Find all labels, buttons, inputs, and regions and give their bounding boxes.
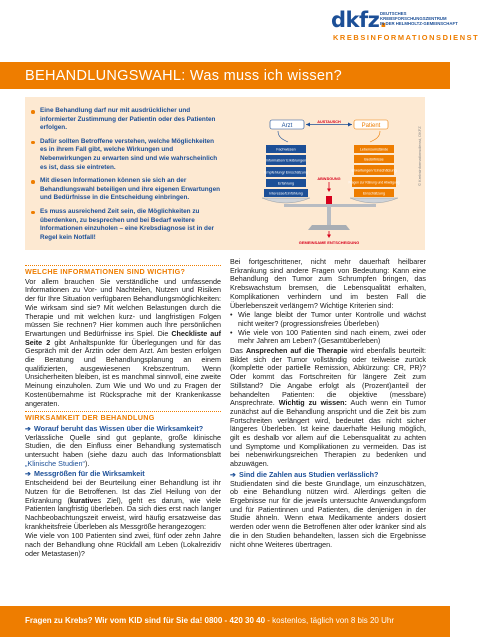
footer-text: [25, 616, 394, 625]
scale-beam: [284, 204, 376, 207]
patient-item: Erwartungen/ Einschätzung: [351, 168, 397, 173]
exchange-arrowhead-left: [306, 123, 310, 127]
title-bar: [0, 62, 450, 89]
logo-subtitle: KREBSINFORMATIONSDIENST: [333, 33, 479, 42]
doctor-label: Arzt: [281, 123, 293, 129]
balance-arrowhead: [327, 189, 331, 193]
footer-bar: [0, 606, 450, 637]
right-column: [230, 258, 426, 550]
section-heading-information: WELCHE INFORMATIONEN SIND WICHTIG?: [25, 265, 221, 277]
doctor-item: Fachwissen: [276, 147, 296, 152]
scale-pivot: [326, 196, 332, 204]
intro-bullet: Dafür sollten Betroffene verstehen, welche Möglichkeiten es in ihrem Fall gibt, welche Wirkungen und Nebenwirkungen zu erwarten sind und wie wahrscheinlich es ist, dass sie eintreten.: [31, 138, 221, 172]
paragraph-measures-question: Wie viele von 100 Patienten sind zwei, fünf oder zehn Jahre nach der Behandlung ohne Rückfall am Leben (Lokalrezidiv oder Metastasen)?: [25, 531, 221, 558]
footer-phone[interactable]: 0800 - 420 30 40: [204, 616, 266, 625]
intro-bullet-list: [31, 107, 221, 247]
logo-line-3: IN DER HELMHOLTZ-GEMEINSCHAFT: [380, 21, 458, 26]
subheading-reliability: ➔ Sind die Zahlen aus Studien verlässlich?: [230, 469, 379, 479]
decision-label: GEMEINSAME ENTSCHEIDUNG: [298, 240, 360, 245]
scale-column: [327, 207, 331, 225]
intro-bullet: Mit diesen Informationen können sie sich an der Behandlungswahl beteiligen und ihre eigenen Erwartungen und Bedürfnisse in die Entscheidung einbringen.: [31, 177, 221, 203]
footer-hours: - kostenlos, täglich von 8 bis 20 Uhr: [267, 616, 394, 625]
left-scale-pan: [262, 198, 310, 203]
scale-base: [308, 225, 350, 230]
patient-items: [349, 145, 400, 197]
exchange-arrowhead-right: [348, 123, 352, 127]
patient-item: Fragen zur Klärung und Abwägung: [348, 180, 400, 185]
doctor-items: [264, 145, 308, 197]
patient-label: Patient: [361, 123, 381, 129]
paragraph-knowledge: Verlässliche Quelle sind gut geplante, große klinische Studien, die den Einfluss einer Behandlung systematisch untersucht haben (siehe dazu auch das Informationsblatt „Klinische Studien“).: [25, 432, 221, 468]
patient-item: Lebensumstände: [359, 147, 389, 152]
patient-item: Bedürfnisse: [364, 157, 384, 162]
paragraph-reliability: Studiendaten sind die beste Grundlage, um einzuschätzen, ob eine Behandlung nützen wird. Allerdings gelten die Ergebnisse nur für die jeweils untersuchte Anwendungsform und für Patientinnen und Patienten, die denjenigen in der Studie ähneln. Wenn etwa Medikamente anders dosiert werden oder wenn die Betroffenen älter oder kränker sind als die in den Studien behandelten, lassen sich die Ergebnisse nicht ohne Weiteres übertragen.: [230, 478, 426, 549]
left-column: [25, 262, 221, 560]
dkfz-logo[interactable]: [331, 6, 479, 46]
logo-line-1: DEUTSCHES: [380, 11, 407, 16]
section-heading-effectiveness: WIRKSAMKEIT DER BEHANDLUNG: [25, 411, 221, 423]
subheading-measures: ➔ Messgrößen für die Wirksamkeit: [25, 469, 145, 479]
paragraph-information: Vor allem brauchen Sie verständliche und umfassende Informationen zu Vor- und Nachteilen, Nutzen und Risiken der für Ihre Situation verfügbaren Behandlungsmöglichkeiten: Wie wirksam sind sie? Mit welchen Belastungen durch die Therapie und mit welchen kurz- und langfristigen Folgen müssen Sie rechnen? Hier kommen auch Ihre persönlichen Erwartungen und Bedürfnisse ins Spiel. Die Checkliste auf Seite 2 gibt Anhaltspunkte für Überlegungen und für das Gespräch mit der Ärztin oder dem Arzt. Am besten erfolgen die Beratung und Behandlungsplanung an einem qualifizierten, ausgewiesenen Krebszentrum. Wenn Unsicherheiten bleiben, ist es manchmal sinnvoll, eine zweite Meinung einzuholen. Zum Wie und Wo und zu Fragen der Kostenübernahme ist Rücksprache mit der Krankenkasse angeraten.: [25, 276, 222, 408]
doctor-item: Information/ Erklärungen: [265, 158, 307, 163]
criteria-item: • Wie lange bleibt der Tumor unter Kontrolle und wächst nicht weiter? (progressionsfreies Überleben): [230, 311, 426, 328]
criteria-list: [230, 311, 426, 346]
intro-bullet: Eine Behandlung darf nur mit ausdrücklicher und informierter Zustimmung der Patientin oder des Patienten erfolgen.: [31, 107, 221, 133]
paragraph-advanced: Bei fortgeschrittener, nicht mehr dauerhaft heilbarer Erkrankung sind andere Fragen von Bedeutung: Kann eine Behandlung den Tumor zum Schrumpfen bringen, das Krebswachstum bremsen, die Lebensqualität erhalten, Komplikationen verhindern und im besten Fall die Überlebenszeit verlängern? Wichtige Kriterien sind:: [230, 257, 426, 310]
patient-item: Einschätzung: [362, 191, 386, 196]
footer-question: Fragen zu Krebs? Wir vom KID sind für Sie da!: [25, 616, 203, 625]
doctor-item: Erfahrung: [277, 181, 295, 186]
decision-scale-illustration: [258, 118, 418, 246]
link-clinical-studies[interactable]: „Klinische Studien“: [25, 458, 85, 468]
image-credit: © Krebsinformationsdienst, DKFZ: [417, 126, 422, 186]
logo-wordmark: dkfz.: [331, 8, 387, 32]
decision-arrowhead: [327, 235, 331, 239]
exchange-label: AUSTAUSCH: [317, 120, 341, 124]
balance-label: ABWÄGUNG: [317, 177, 341, 181]
intro-bullet: Es muss ausreichend Zeit sein, die Möglichkeiten zu überdenken, zu besprechen und bei Bedarf weitere Informationen einzuholen – eine Krebsdiagnose ist in der Regel kein Notfall!: [31, 208, 221, 242]
right-scale-pan: [350, 198, 398, 203]
doctor-item: Empfehlung/ Einschätzung: [264, 170, 308, 175]
doctor-item: Interesse/Einfühlung: [269, 191, 303, 196]
paragraph-measures: Entscheidend bei der Beurteilung einer Behandlung ist ihr Nutzen für die Betroffenen. Ist das Ziel Heilung von der Erkrankung (kuratives Ziel), geht es darum, wie viele Patienten langfristig überleben. Da sich dies erst nach langer Nachbeobachtungszeit erweist, wird häufig ersatzweise das krankheitsfreie Überleben als Messgröße herangezogen:: [25, 478, 221, 531]
patient-arrow: [370, 131, 380, 142]
paragraph-response: Das Ansprechen auf die Therapie wird ebenfalls beurteilt: Bildet sich der Tumor vollständig oder teilweise zurück (komplette oder partielle Remission, Abkürzung: CR, PR)? Oder kommt das Fortschreiten für längere Zeit zum Stillstand? Die Angabe erfolgt als (Prozent)anteil der behandelten Patienten: die objektive (messbare) Ansprechrate. Wichtig zu wissen: Auch wenn ein Tumor zunächst auf die Behandlung anspricht und die Zeit bis zum Fortschreiten verlängert wird, bedeutet das nicht sicher längeres Überleben. Ist keine dauerhafte Heilung möglich, gilt es deshalb vor allem auf die Lebensqualität zu achten und Symptome und Komplikationen zu vermeiden. Das ist bei nebenwirkungsreichen Therapien zu bedenken und abzuwägen.: [230, 346, 427, 469]
logo-line-2: KREBSFORSCHUNGSZENTRUM: [380, 16, 447, 21]
subheading-knowledge: ➔ Worauf beruht das Wissen über die Wirksamkeit?: [25, 423, 204, 433]
doctor-arrow: [278, 131, 288, 142]
criteria-item: • Wie viele von 100 Patienten sind nach einem, zwei oder mehr Jahren am Leben? (Gesamtüberleben): [230, 329, 426, 346]
page-title: BEHANDLUNGSWAHL: Was muss ich wissen?: [25, 68, 343, 84]
